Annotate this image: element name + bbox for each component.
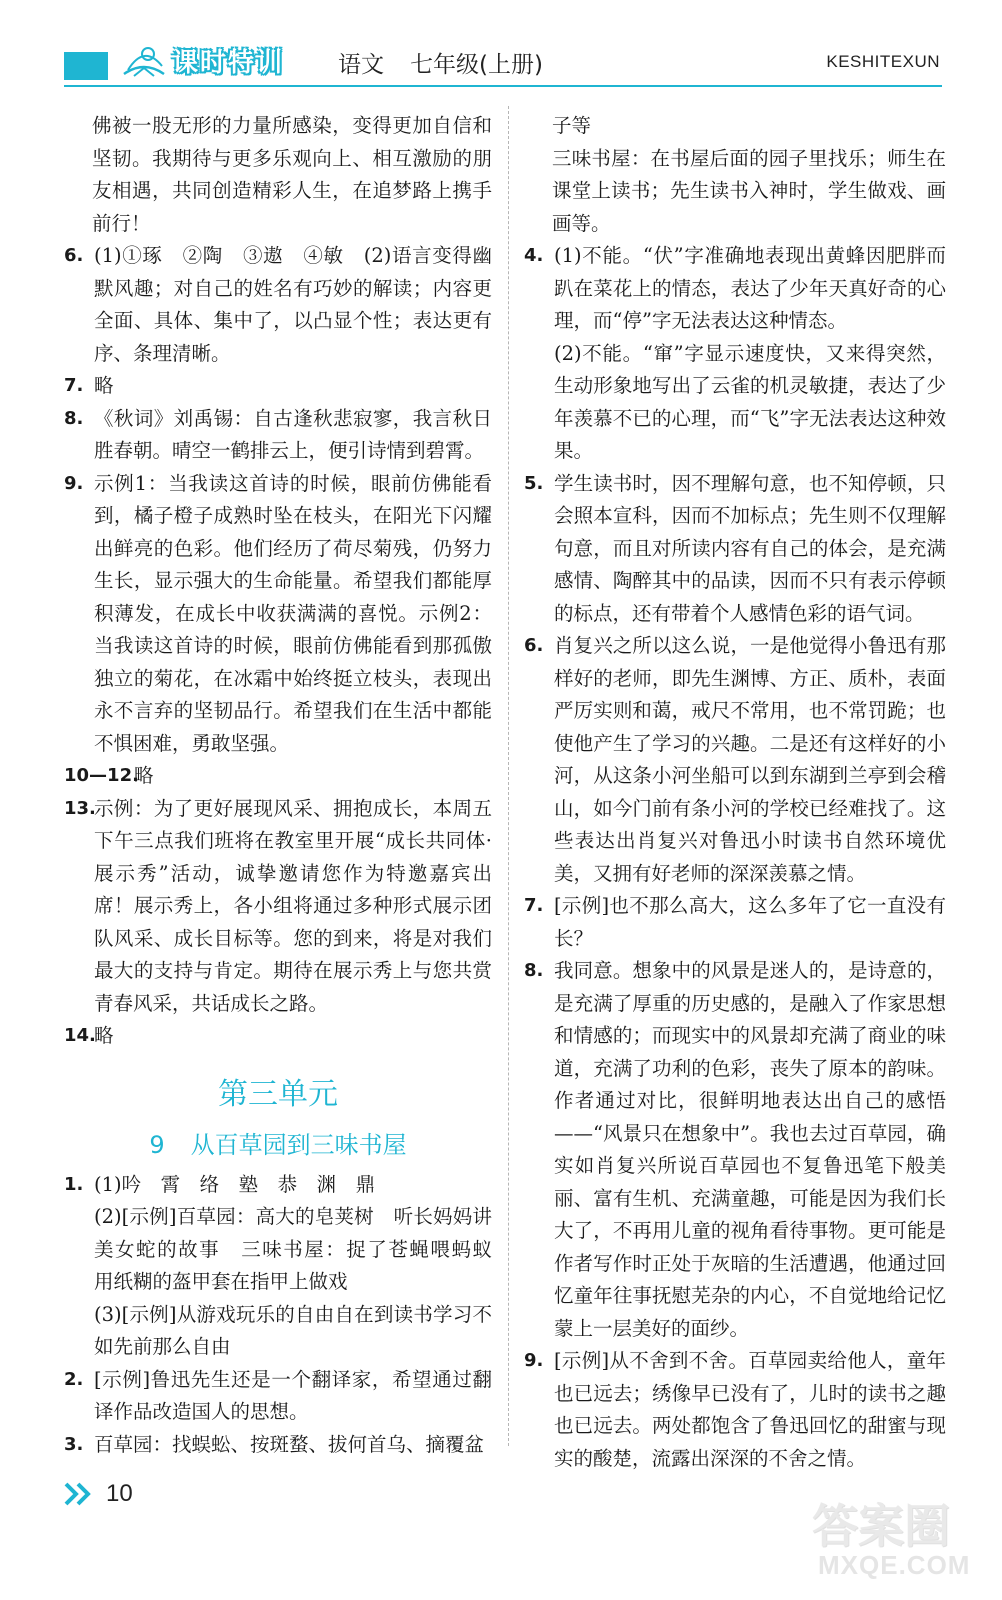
double-chevron-icon [64,1482,94,1506]
answer-item [524,955,946,1345]
answer-item [64,760,492,793]
answer-number: 5. [524,472,544,494]
answer-item [64,1169,512,1364]
answer-number: 7. [524,895,544,916]
grade-label: 七年级(上册) [410,52,543,78]
watermark [812,1488,972,1590]
answer-item [64,403,492,468]
answer-text: (1)不能。“伏”字准确地表现出黄蜂因肥胖而趴在菜花上的情态，表达了少年天真好奇的心理，而“停”字无法表达这种情态。 [554,244,946,332]
answer-text: 学生读书时，因不理解句意，也不知停顿，只会照本宣科，因而不加标点；先生则不仅理解句意，而且对所读内容有自己的体会，是充满感情、陶醉其中的品读，因而不只有表示停顿的标点，还有带着个人感情色彩的语气词。 [554,471,946,625]
answer-number: 14. [64,1025,96,1046]
answer-text: (1)①琢 ②陶 ③遨 ④敏 (2)语言变得幽默风趣；对自己的姓名有巧妙的解读；内容更全面、具体、集中了，以凸显个性；表达更有序、条理清晰。 [94,244,492,365]
answer-text: 三味书屋：在书屋后面的园子里找乐；师生在课堂上读书；先生读书入神时，学生做戏、画画等。 [552,146,946,235]
right-answer-list [524,110,946,1475]
answer-number: 8. [524,960,544,981]
answer-number: 10—12. [64,765,139,786]
answer-text: 《秋词》刘禹锡：自古逢秋悲寂寥，我言秋日胜春朝。晴空一鹤排云上，便引诗情到碧霄。 [94,406,492,462]
answer-item [64,370,492,403]
answer-number: 8. [64,407,84,429]
header-color-block [64,52,108,80]
answer-number: 1. [64,1173,84,1195]
answer-item [524,240,946,468]
unit-title: 第三单元 [218,1076,338,1112]
answer-text: 示例1：当我读这首诗的时候，眼前仿佛能看到，橘子橙子成熟时坠在枝头，在阳光下闪耀出鲜亮的色彩。他们经历了荷尽菊残，仍努力生长，显示强大的生命能量。希望我们都能厚积薄发，在成长中收获满满的喜悦。示例2：当我读这首诗的时候，眼前仿佛能看到那孤傲独立的菊花，在冰霜中始终挺立枝头，表现出永不言弃的坚韧品行。希望我们在生活中都能不惧困难，勇敢坚强。 [94,471,492,755]
answer-text: 示例：为了更好展现风采、拥抱成长，本周五下午三点我们班将在教室里开展“成长共同体·展示秀”活动，诚挚邀请您作为特邀嘉宾出席！展示秀上，各小组将通过多种形式展示团队风采、成长目标等。您的到来，将是对我们最大的支持与肯定。期待在展示秀上与您共赏青春风采，共话成长之路。 [94,796,492,1015]
lesson-answer-list [64,1169,512,1462]
answer-number: 6. [64,245,84,266]
page-header [0,38,1002,88]
answer-text: (3)[示例]从游戏玩乐的自由自在到读书学习不如先前那么自由 [94,1302,492,1358]
left-column [64,110,512,1461]
answer-text: [示例]从不舍到不舍。百草园卖给他人，童年也已远去；绣像早已没有了，儿时的读书之趣也已远去。两处都饱含了鲁迅回忆的甜蜜与现实的酸楚，流露出深深的不舍之情。 [554,1349,946,1470]
subject-label: 语文 [338,52,384,78]
answer-item [524,468,946,631]
answer-number: 7. [64,375,84,396]
watermark-logo-text: 答案圈 [812,1499,950,1553]
answer-item [64,1364,492,1429]
answer-item [64,468,492,761]
answer-text: (2)[示例]百草园：高大的皂荚树 听长妈妈讲美女蛇的故事 三味书屋：捉了苍蝇喂蚂蚁 用纸糊的盔甲套在指甲上做戏 [94,1205,512,1293]
answer-text: [示例]也不那么高大，这么多年了它一直没有长？ [554,894,946,950]
brand-title: 课时特训 [172,48,285,78]
answer-item [524,630,946,890]
header-rule [64,85,942,87]
answer-text: 肖复兴之所以这么说，一是他觉得小鲁迅有那样好的老师，即先生渊博、方正、质朴，表面严厉实则和蔼，戒尺不常用，也不常罚跪；也使他产生了学习的兴趣。二是还有这样好的小河，从这条小河坐船可以到东湖到兰亭到会稽山，如今门前有条小河的学校已经难找了。这些表达出肖复兴对鲁迅小时读书自然环境优美，又拥有好老师的深深羡慕之情。 [554,634,946,885]
right-column [524,110,946,1475]
answer-number: 13. [64,797,96,819]
answer-text: 我同意。想象中的风景是迷人的，是诗意的，是充满了厚重的历史感的，是融入了作家思想和情感的；而现实中的风景却充满了商业的味道，充满了功利的色彩，丧失了原本的韵味。作者通过对比，很鲜明地表达出自己的感悟——“风景只在想象中”。我也去过百草园，确实如肖复兴所说百草园也不复鲁迅笔下般美丽、富有生机、充满童趣，可能是因为我们长大了，不再用儿童的视角看待事物。更可能是作者写作时正处于灰暗的生活遭遇，他通过回忆童年往事抚慰芜杂的内心，不自觉地给记忆蒙上一层美好的面纱。 [554,959,946,1340]
watermark-url: MXQE.COM [818,1550,971,1580]
brand-latin: KESHITEXUN [826,52,940,71]
answer-text: (2)不能。“窜”字显示速度快，又来得突然，生动形象地写出了云雀的机灵敏捷，表达了少年羡慕不已的心理，而“飞”字无法表达这种效果。 [554,341,946,462]
answer-number: 9. [64,472,84,494]
answer-number: 6. [524,635,544,656]
answer-text: 百草园：找蜈蚣、按斑蝥、拔何首乌、摘覆盆 [94,1432,485,1456]
lesson-title [64,1125,492,1165]
answer-number: 9. [524,1350,544,1371]
answer-text: 略 [134,764,154,787]
answer-text: (1)吟 霄 络 塾 恭 渊 鼎 [94,1172,376,1196]
answer-number: 2. [64,1368,84,1390]
lesson-name: 从百草园到三味书屋 [190,1130,407,1159]
column-divider [508,106,509,1446]
answer-continuation [524,110,946,240]
answer-text: 略 [94,374,114,397]
answer-item [64,1429,492,1462]
answer-text: 子等 [552,114,592,137]
answer-item [524,1345,946,1475]
answer-item [64,793,492,1021]
answer-number: 3. [64,1433,84,1455]
book-logo-icon [118,40,170,84]
page-number: 10 [106,1480,133,1507]
left-answer-list [64,110,492,1053]
answer-continuation [64,110,492,240]
answer-number: 4. [524,245,544,266]
answer-item [64,240,492,370]
answer-item [524,890,946,955]
answer-text: [示例]鲁迅先生还是一个翻译家，希望通过翻译作品改造国人的思想。 [94,1367,492,1423]
answer-text: 略 [94,1024,114,1047]
answer-text: 佛被一股无形的力量所感染，变得更加自信和坚韧。我期待与更多乐观向上、相互激励的朋友相遇，共同创造精彩人生，在追梦路上携手前行！ [92,114,492,235]
answer-item [64,1020,492,1053]
lesson-number: 9 [149,1130,165,1159]
